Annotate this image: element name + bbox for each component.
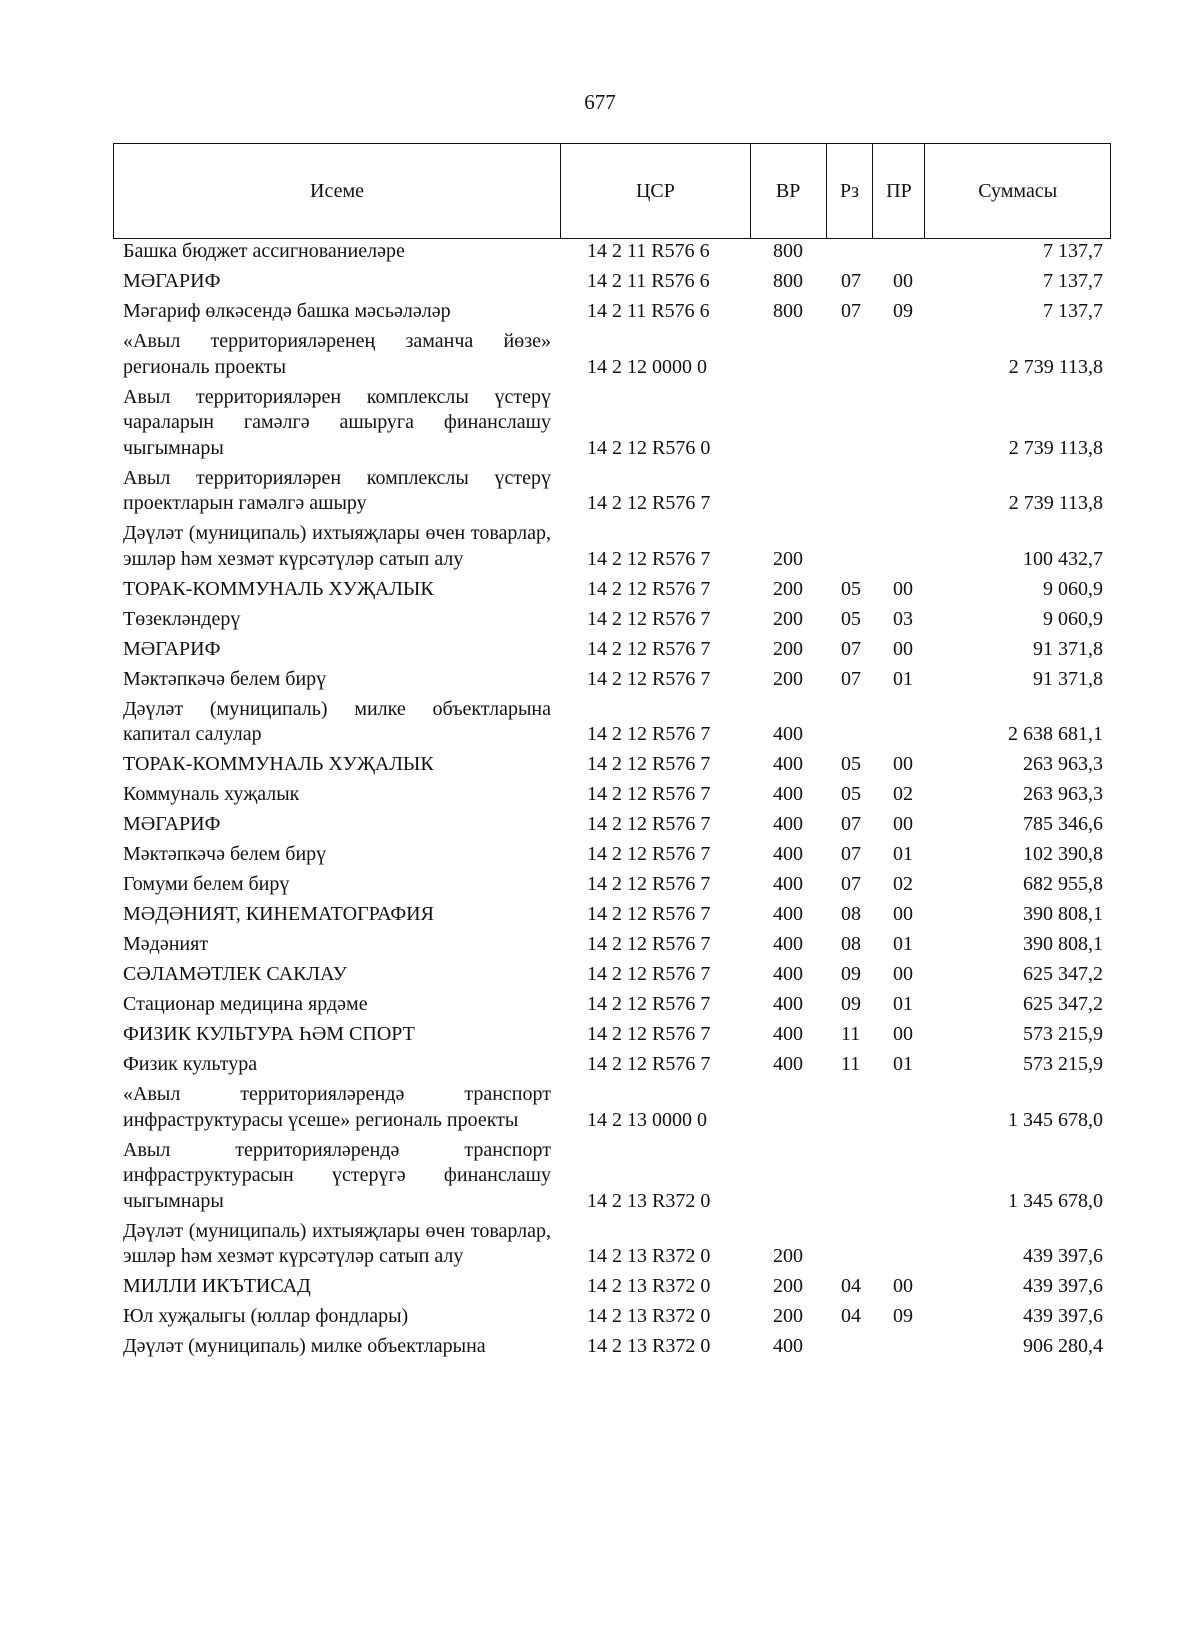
row-csr: 14 2 12 R576 7 (587, 813, 711, 835)
row-csr: 14 2 12 R576 7 (587, 843, 711, 865)
row-rz: 07 (841, 813, 861, 835)
row-vr: 400 (773, 903, 803, 925)
row-csr: 14 2 12 0000 0 (587, 355, 707, 378)
row-vr: 200 (773, 1245, 803, 1267)
row-csr: 14 2 12 R576 7 (587, 753, 711, 775)
row-csr: 14 2 12 R576 7 (587, 933, 711, 955)
page-number: 677 (584, 90, 616, 114)
row-csr: 14 2 11 R576 6 (587, 270, 710, 292)
table-row (113, 872, 1111, 902)
row-pr: 01 (893, 843, 913, 865)
row-sum: 573 215,9 (1023, 1053, 1103, 1075)
table-row (113, 902, 1111, 932)
row-pr: 00 (893, 903, 913, 925)
header-sum: Суммасы (978, 179, 1058, 202)
row-sum: 7 137,7 (1043, 300, 1103, 322)
row-name: Башка бюджет ассигнованиеләре (123, 240, 405, 262)
row-csr: 14 2 12 R576 7 (587, 547, 711, 570)
row-pr: 00 (893, 270, 913, 292)
row-rz: 11 (841, 1053, 861, 1075)
row-vr: 200 (773, 577, 803, 600)
row-rz: 07 (841, 300, 861, 322)
row-rz: 09 (841, 963, 861, 985)
row-name: Стационар медицина ярдәме (123, 993, 368, 1015)
row-vr: 200 (773, 1275, 803, 1297)
row-csr: 14 2 12 R576 0 (587, 436, 711, 459)
row-pr: 02 (893, 873, 913, 895)
row-rz: 07 (841, 667, 861, 690)
table-row (113, 385, 1111, 466)
row-sum: 390 808,1 (1023, 903, 1103, 925)
header-vr: ВР (751, 144, 827, 238)
row-sum: 2 638 681,1 (1008, 723, 1103, 745)
row-pr: 09 (893, 300, 913, 322)
row-sum: 91 371,8 (1033, 637, 1103, 660)
row-sum: 390 808,1 (1023, 933, 1103, 955)
row-name: Мәгариф өлкәсендә башка мәсьәләләр (123, 300, 451, 322)
row-vr: 400 (773, 813, 803, 835)
table-row (113, 577, 1111, 607)
row-vr: 400 (773, 873, 803, 895)
table-row (113, 1274, 1111, 1304)
header-pr: ПР (873, 144, 925, 238)
row-pr: 01 (893, 993, 913, 1015)
row-name: Төзекләндерү (123, 607, 241, 630)
table-header (113, 143, 1111, 239)
row-name: Гомуми белем бирү (123, 873, 290, 895)
row-vr: 800 (773, 240, 803, 262)
row-rz: 07 (841, 843, 861, 865)
row-sum: 9 060,9 (1043, 577, 1103, 600)
row-csr: 14 2 13 R372 0 (587, 1275, 711, 1297)
row-pr: 01 (893, 933, 913, 955)
row-vr: 400 (773, 1335, 803, 1357)
row-sum: 2 739 113,8 (1008, 492, 1103, 514)
row-name: Авыл территорияләрен комплекслы үстерү проектларын гамәлгә ашыру (123, 466, 551, 514)
row-vr: 400 (773, 783, 803, 805)
row-name: «Авыл территорияләренең заманча йөзе» региональ проекты (123, 330, 551, 378)
table-row (113, 1022, 1111, 1052)
row-name: Мәктәпкәчә белем бирү (123, 843, 327, 865)
row-csr: 14 2 13 R372 0 (587, 1189, 711, 1212)
table-row (113, 1219, 1111, 1275)
row-pr: 09 (893, 1305, 913, 1327)
row-csr: 14 2 12 R576 7 (587, 723, 711, 745)
row-name: ФИЗИК КУЛЬТУРА ҺӘМ СПОРТ (123, 1023, 415, 1045)
row-vr: 400 (773, 963, 803, 985)
row-csr: 14 2 12 R576 7 (587, 1053, 711, 1075)
row-rz: 09 (841, 993, 861, 1015)
row-name: ТОРАК-КОММУНАЛЬ ХУҖАЛЫК (123, 577, 434, 600)
row-sum: 9 060,9 (1043, 607, 1103, 630)
table-row (113, 1334, 1111, 1364)
row-rz: 05 (841, 577, 861, 600)
header-name: Исеме (114, 144, 561, 238)
row-name: МӘГАРИФ (123, 270, 221, 292)
row-pr: 00 (893, 577, 913, 600)
row-name: Физик культура (123, 1053, 258, 1075)
row-pr: 00 (893, 637, 913, 660)
row-name: Дәүләт (муниципаль) ихтыяҗлары өчен товарлар, эшләр һәм хезмәт күрсәтүләр сатып алу (123, 522, 551, 570)
row-rz: 07 (841, 637, 861, 660)
row-sum: 2 739 113,8 (1008, 436, 1103, 459)
row-rz: 05 (841, 753, 861, 775)
row-pr: 00 (893, 963, 913, 985)
row-vr: 200 (773, 1305, 803, 1327)
row-csr: 14 2 12 R576 7 (587, 607, 711, 630)
row-csr: 14 2 12 R576 7 (587, 492, 711, 514)
row-sum: 263 963,3 (1023, 753, 1103, 775)
row-rz: 07 (841, 873, 861, 895)
header-csr: ЦСР (561, 144, 751, 238)
header-rz: Рз (827, 144, 874, 238)
row-pr: 02 (893, 783, 913, 805)
row-rz: 08 (841, 903, 861, 925)
row-sum: 439 397,6 (1023, 1305, 1103, 1327)
row-csr: 14 2 13 R372 0 (587, 1245, 711, 1267)
row-name: МИЛЛИ ИКЪТИСАД (123, 1275, 311, 1297)
row-pr: 00 (893, 1275, 913, 1297)
row-csr: 14 2 12 R576 7 (587, 963, 711, 985)
table-row (113, 842, 1111, 872)
row-name: Мәдәният (123, 933, 209, 955)
row-pr: 00 (893, 1023, 913, 1045)
row-rz: 04 (841, 1275, 861, 1297)
row-name: Дәүләт (муниципаль) ихтыяҗлары өчен товарлар, эшләр һәм хезмәт күрсәтүләр сатып алу (123, 1219, 551, 1267)
row-name: СӘЛАМӘТЛЕК САКЛАУ (123, 963, 347, 985)
row-vr: 400 (773, 723, 803, 745)
row-vr: 200 (773, 547, 803, 570)
row-csr: 14 2 13 R372 0 (587, 1335, 711, 1357)
row-vr: 400 (773, 843, 803, 865)
row-sum: 2 739 113,8 (1008, 355, 1103, 378)
row-csr: 14 2 12 R576 7 (587, 667, 711, 690)
row-csr: 14 2 12 R576 7 (587, 1023, 711, 1045)
row-vr: 400 (773, 1053, 803, 1075)
row-sum: 91 371,8 (1033, 667, 1103, 690)
row-rz: 05 (841, 783, 861, 805)
row-sum: 439 397,6 (1023, 1275, 1103, 1297)
table-row (113, 1138, 1111, 1219)
row-csr: 14 2 12 R576 7 (587, 903, 711, 925)
row-rz: 05 (841, 607, 861, 630)
table-row (113, 752, 1111, 782)
row-rz: 04 (841, 1305, 861, 1327)
table-row (113, 932, 1111, 962)
row-sum: 785 346,6 (1023, 813, 1103, 835)
row-name: Авыл территорияләрен комплекслы үстерү чараларын гамәлгә ашыруга финанслашу чыгымнары (123, 385, 551, 459)
row-name: Дәүләт (муниципаль) милке объектларына (123, 1335, 486, 1357)
table-row (113, 269, 1111, 299)
row-vr: 400 (773, 993, 803, 1015)
row-pr: 00 (893, 813, 913, 835)
row-name: Мәктәпкәчә белем бирү (123, 667, 327, 690)
row-csr: 14 2 12 R576 7 (587, 577, 711, 600)
table-row (113, 962, 1111, 992)
row-sum: 625 347,2 (1023, 963, 1103, 985)
row-vr: 800 (773, 270, 803, 292)
table-row (113, 697, 1111, 753)
row-sum: 7 137,7 (1043, 240, 1103, 262)
row-sum: 439 397,6 (1023, 1245, 1103, 1267)
row-rz: 08 (841, 933, 861, 955)
row-name: МӘГАРИФ (123, 813, 221, 835)
row-sum: 1 345 678,0 (1008, 1108, 1103, 1131)
row-vr: 400 (773, 933, 803, 955)
row-vr: 200 (773, 607, 803, 630)
row-vr: 200 (773, 667, 803, 690)
row-sum: 263 963,3 (1023, 783, 1103, 805)
row-csr: 14 2 12 R576 7 (587, 873, 711, 895)
table-row (113, 329, 1111, 385)
table-row (113, 239, 1111, 269)
row-name: МӘГАРИФ (123, 637, 221, 660)
row-sum: 102 390,8 (1023, 843, 1103, 865)
row-sum: 906 280,4 (1023, 1335, 1103, 1357)
table-row (113, 466, 1111, 522)
row-csr: 14 2 11 R576 6 (587, 300, 710, 322)
row-sum: 1 345 678,0 (1008, 1189, 1103, 1212)
row-sum: 100 432,7 (1023, 547, 1103, 570)
table-row (113, 1082, 1111, 1138)
row-pr: 00 (893, 753, 913, 775)
table-body (113, 239, 1111, 1364)
row-sum: 7 137,7 (1043, 270, 1103, 292)
row-name: Авыл территорияләрендә транспорт инфраструктурасын үстерүгә финанслашу чыгымнары (123, 1138, 551, 1212)
row-csr: 14 2 13 0000 0 (587, 1108, 707, 1131)
row-vr: 400 (773, 1023, 803, 1045)
row-pr: 01 (893, 667, 913, 690)
table-row (113, 812, 1111, 842)
row-name: Юл хуҗалыгы (юллар фондлары) (123, 1305, 409, 1327)
table-row (113, 521, 1111, 577)
row-csr: 14 2 11 R576 6 (587, 240, 710, 262)
table-row (113, 299, 1111, 329)
row-rz: 07 (841, 270, 861, 292)
row-pr: 01 (893, 1053, 913, 1075)
row-name: Коммуналь хуҗалык (123, 783, 300, 805)
table-row (113, 992, 1111, 1022)
row-sum: 625 347,2 (1023, 993, 1103, 1015)
row-vr: 800 (773, 300, 803, 322)
row-name: МӘДӘНИЯТ, КИНЕМАТОГРАФИЯ (123, 903, 434, 925)
table-row (113, 637, 1111, 667)
table-row (113, 1052, 1111, 1082)
row-vr: 400 (773, 753, 803, 775)
row-sum: 682 955,8 (1023, 873, 1103, 895)
table-row (113, 1304, 1111, 1334)
row-csr: 14 2 12 R576 7 (587, 993, 711, 1015)
table-row (113, 667, 1111, 697)
row-name: «Авыл территорияләрендә транспорт инфраструктурасы үсеше» региональ проекты (123, 1083, 551, 1131)
row-pr: 03 (893, 607, 913, 630)
row-name: ТОРАК-КОММУНАЛЬ ХУҖАЛЫК (123, 753, 434, 775)
row-name: Дәүләт (муниципаль) милке объектларына капитал салулар (123, 697, 551, 745)
row-csr: 14 2 12 R576 7 (587, 783, 711, 805)
row-csr: 14 2 13 R372 0 (587, 1305, 711, 1327)
row-vr: 200 (773, 637, 803, 660)
row-csr: 14 2 12 R576 7 (587, 637, 711, 660)
row-rz: 11 (841, 1023, 861, 1045)
table-row (113, 607, 1111, 637)
table-row (113, 782, 1111, 812)
row-sum: 573 215,9 (1023, 1023, 1103, 1045)
